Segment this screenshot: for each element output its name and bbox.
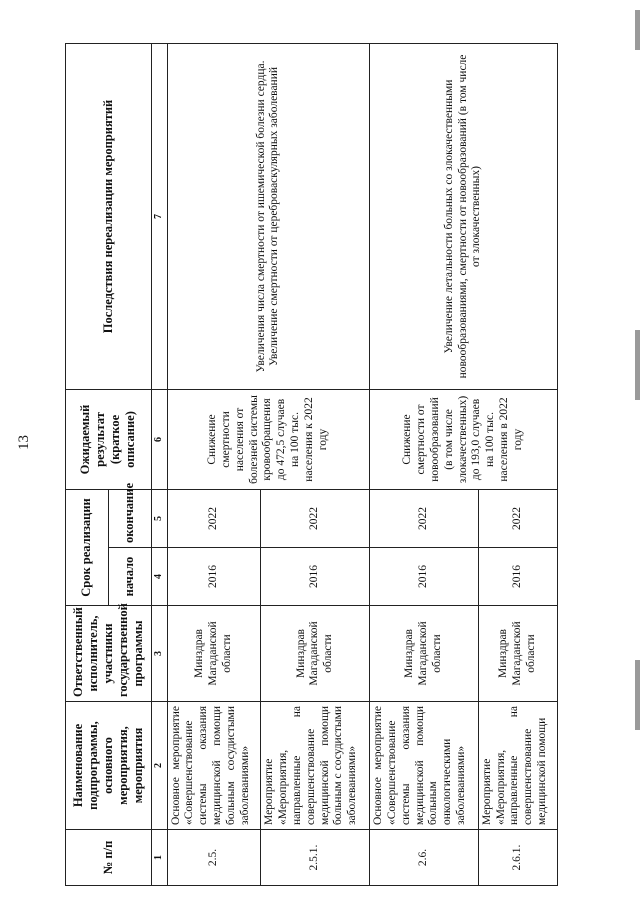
row-end: 2022 [261,489,370,547]
scan-edge-mark [635,330,640,400]
row-executor: Минздрав Магаданской области [478,606,557,702]
page-number: 13 [15,434,32,450]
column-number: 7 [151,44,167,390]
scan-edge-mark [635,10,640,50]
header-consequences: Последствия нереализации мероприятий [66,44,152,390]
column-number: 2 [151,702,167,830]
row-name: Мероприятие «Мероприятия, направленные на совершенствование медицинской помощи [478,702,557,830]
program-table [65,43,558,886]
table-row [167,44,261,886]
column-number: 6 [151,389,167,489]
row-end: 2022 [478,489,557,547]
row-start: 2016 [478,548,557,606]
header-name: Наименование подпрограммы, основного мероприятия, мероприятия [66,702,152,830]
row-start: 2016 [370,548,479,606]
header-period: Срок реализации [66,489,109,605]
row-executor: Минздрав Магаданской области [167,606,261,702]
row-end: 2022 [370,489,479,547]
row-name: Основное мероприятие «Совершенствование системы оказания медицинской помощи больным онкологическими заболеваниями» [370,702,479,830]
column-number: 1 [151,830,167,886]
row-name: Мероприятие «Мероприятия, направленные на совершенствование медицинской помощи больным с сосудистыми заболеваниями» [261,702,370,830]
column-number: 5 [151,489,167,547]
scan-edge-mark [635,660,640,730]
header-num: № п/п [66,830,152,886]
group-consequences: Увеличение летальности больных со злокачественными новообразованиями, смертности от новообразований (в том числе от злокачественных) [370,44,558,390]
group-consequences: Увеличения числа смертности от ишемической болезни сердца. Увеличение смертности от цереброваскулярных заболеваний [167,44,370,390]
row-start: 2016 [167,548,261,606]
header-executor: Ответственный исполнитель, участники государственной программы [66,606,152,702]
row-name: Основное мероприятие «Совершенствование системы оказания медицинской помощи больным сосудистыми заболеваниями» [167,702,261,830]
row-num: 2.5.1. [261,830,370,886]
header-end: окончание [108,489,151,547]
column-number: 4 [151,548,167,606]
row-num: 2.6.1. [478,830,557,886]
group-result: Снижение смертности населения от болезней системы кровообращения до 472,5 случаев на 100 тыс. населения к 2022 году [167,389,370,489]
column-number: 3 [151,606,167,702]
group-result: Снижение смертности от новообразований (в том числе злокачественных) до 193,0 случаев на 100 тыс. населения в 2022 году [370,389,558,489]
row-executor: Минздрав Магаданской области [261,606,370,702]
row-start: 2016 [261,548,370,606]
row-executor: Минздрав Магаданской области [370,606,479,702]
header-row [66,44,109,886]
table-row [370,44,479,886]
header-start: начало [108,548,151,606]
row-end: 2022 [167,489,261,547]
header-result: Ожидаемый результат (краткое описание) [66,389,152,489]
row-num: 2.6. [370,830,479,886]
row-num: 2.5. [167,830,261,886]
column-number-row [151,44,167,886]
